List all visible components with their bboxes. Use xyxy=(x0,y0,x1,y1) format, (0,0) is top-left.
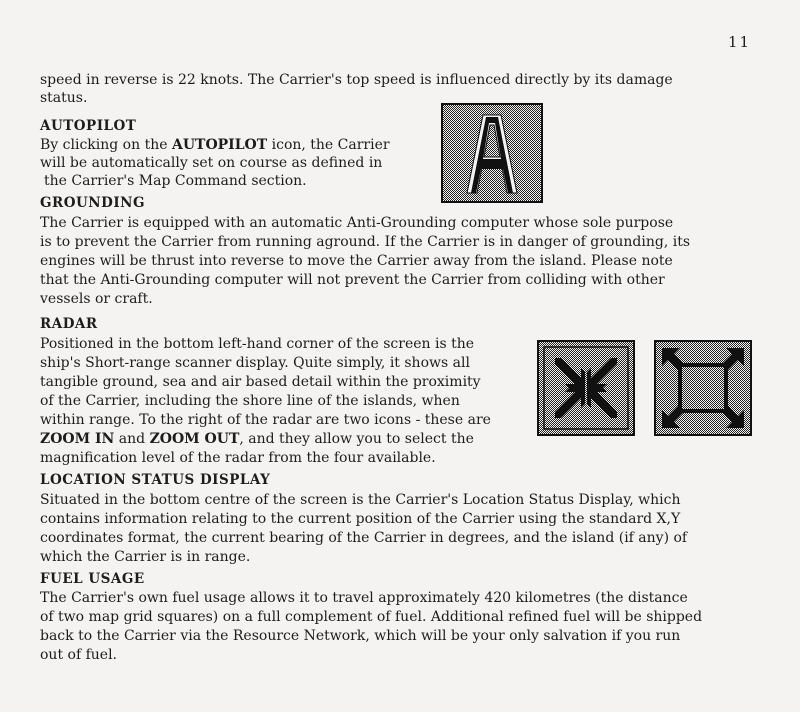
location-line-1: Situated in the bottom centre of the screen is the Carrier's Location Status Display, which xyxy=(40,492,681,508)
autopilot-icon xyxy=(441,103,543,203)
grounding-line-4: that the Anti-Grounding computer will not prevent the Carrier from colliding with other xyxy=(40,272,665,288)
intro-line-1: speed in reverse is 22 knots. The Carrier's top speed is influenced directly by its damage xyxy=(40,72,673,88)
grounding-heading: GROUNDING xyxy=(40,195,146,211)
grounding-line-2: is to prevent the Carrier from running aground. If the Carrier is in danger of grounding, its xyxy=(40,234,691,250)
radar-line-7: magnification level of the radar from the four available. xyxy=(40,450,436,466)
grounding-line-3: engines will be thrust into reverse to move the Carrier away from the island. Please note xyxy=(40,253,673,269)
zoom-out-icon xyxy=(654,340,752,436)
zoom-in-icon xyxy=(537,340,635,436)
location-line-3: coordinates format, the current bearing of the Carrier in degrees, and the island (if any) of xyxy=(40,530,688,546)
radar-line-3: tangible ground, sea and air based detail within the proximity xyxy=(40,374,481,390)
location-heading: LOCATION STATUS DISPLAY xyxy=(40,472,271,488)
fuel-line-1: The Carrier's own fuel usage allows it to travel approximately 420 kilometres (the distance xyxy=(40,590,688,606)
radar-line-1: Positioned in the bottom left-hand corner of the screen is the xyxy=(40,336,475,352)
location-line-2: contains information relating to the current position of the Carrier using the standard X,Y xyxy=(40,511,681,527)
autopilot-heading: AUTOPILOT xyxy=(40,118,137,134)
autopilot-line-3: the Carrier's Map Command section. xyxy=(44,173,307,189)
radar-heading: RADAR xyxy=(40,316,98,332)
radar-line-5: within range. To the right of the radar are two icons - these are xyxy=(40,412,491,428)
page-number: 11 xyxy=(728,33,752,51)
autopilot-line-1: By clicking on the AUTOPILOT icon, the Carrier xyxy=(40,137,390,153)
fuel-line-4: out of fuel. xyxy=(40,647,117,663)
autopilot-line-2: will be automatically set on course as defined in xyxy=(40,155,383,171)
radar-line-2: ship's Short-range scanner display. Quite simply, it shows all xyxy=(40,355,470,371)
grounding-line-5: vessels or craft. xyxy=(40,291,153,307)
grounding-line-1: The Carrier is equipped with an automatic Anti-Grounding computer whose sole purpose xyxy=(40,215,674,231)
fuel-heading: FUEL USAGE xyxy=(40,571,145,587)
location-line-4: which the Carrier is in range. xyxy=(40,549,251,565)
fuel-line-2: of two map grid squares) on a full complement of fuel. Additional refined fuel will be shipped xyxy=(40,609,703,625)
intro-line-2: status. xyxy=(40,90,88,106)
fuel-line-3: back to the Carrier via the Resource Network, which will be your only salvation if you run xyxy=(40,628,681,644)
radar-line-4: of the Carrier, including the shore line of the islands, when xyxy=(40,393,460,409)
radar-line-6: ZOOM IN and ZOOM OUT, and they allow you to select the xyxy=(40,431,474,447)
